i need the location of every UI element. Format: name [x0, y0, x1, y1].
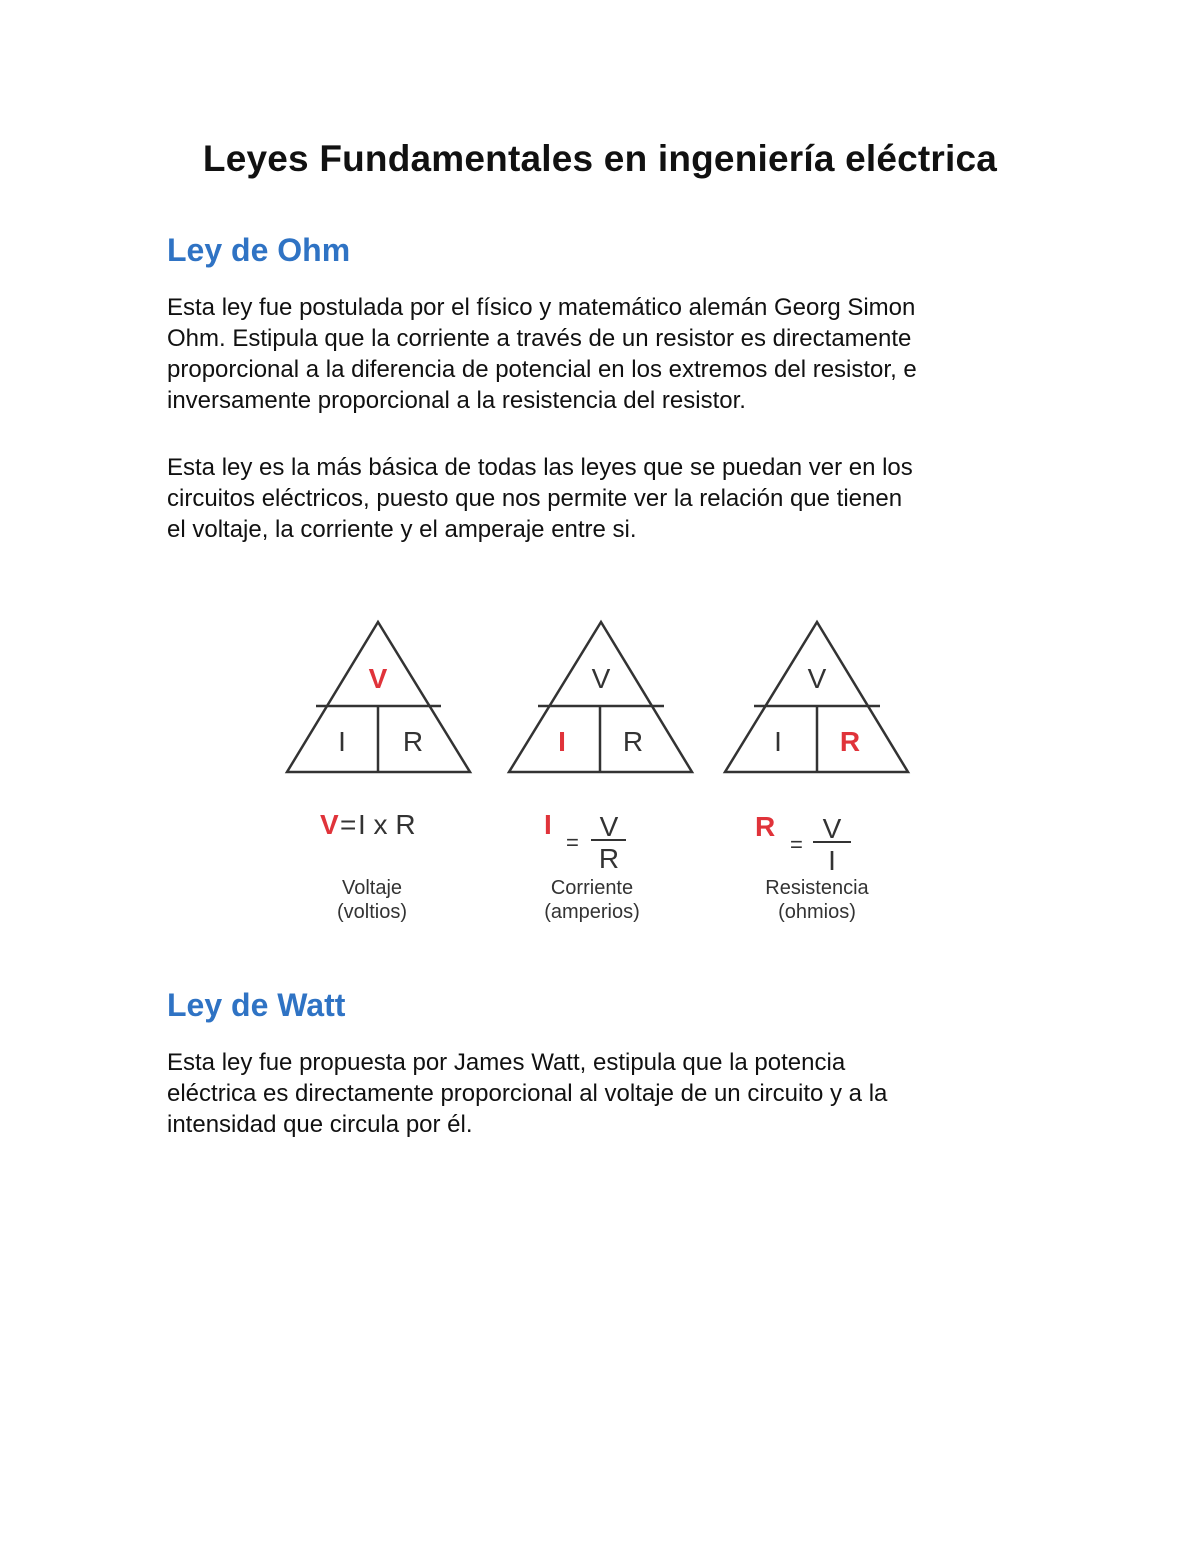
triangle-top-label: V — [591, 663, 611, 694]
section-heading-ohm: Ley de Ohm — [167, 232, 351, 268]
ohm-triangle-current — [509, 622, 692, 923]
triangle-left-label: I — [558, 726, 566, 757]
triangle-caption: Corriente — [550, 877, 634, 899]
formula-lhs: V — [320, 809, 339, 840]
page-title: Leyes Fundamentales en ingeniería eléctrica — [202, 138, 998, 179]
triangle-top-label: V — [368, 663, 388, 694]
triangle-right-label: R — [622, 726, 644, 757]
triangle-left-label: I — [774, 726, 782, 757]
ohm-triangles-svg — [280, 612, 920, 932]
triangle-unit: (ohmios) — [778, 901, 856, 923]
triangle-right-label: R — [839, 726, 861, 757]
ohm-triangle-voltage — [287, 622, 470, 923]
watt-paragraph-1: Esta ley fue propuesta por James Watt, estipula que la potencia eléctrica es directamente proporcional al voltaje de un circuito y a la intensidad que circula por él. — [167, 1049, 888, 1138]
ohm-paragraph-2: Esta ley es la más básica de todas las leyes que se puedan ver en los circuitos eléctricos, puesto que nos permite ver la relación que tienen el voltaje, la corriente y el amperaje entre si. — [167, 454, 913, 543]
ohm-triangles-figure — [280, 612, 920, 932]
section-heading-watt: Ley de Watt — [167, 987, 346, 1023]
ohm-triangle-resistance — [725, 622, 908, 923]
formula-denominator: R — [598, 843, 620, 874]
formula-rhs: I x R — [358, 809, 416, 840]
triangle-top-label: V — [807, 663, 827, 694]
triangle-left-label: I — [338, 726, 346, 757]
formula-lhs: I — [544, 809, 552, 840]
formula-numerator: V — [822, 813, 842, 844]
formula-lhs: R — [755, 811, 776, 842]
triangle-caption: Voltaje — [341, 877, 403, 899]
triangle-unit: (voltios) — [336, 901, 408, 923]
triangle-caption: Resistencia — [765, 877, 869, 899]
formula-equals: = — [566, 830, 579, 855]
ohm-paragraph-1: Esta ley fue postulada por el físico y matemático alemán Georg Simon Ohm. Estipula que la corriente a través de un resistor es directamente proporcional a la diferencia de potencial en los extremos del resistor, e inversamente proporcional a la resistencia del resistor. — [167, 294, 917, 414]
formula-denominator: I — [828, 845, 836, 876]
formula-numerator: V — [599, 811, 619, 842]
formula-equals: = — [790, 832, 803, 857]
triangle-unit: (amperios) — [544, 901, 640, 923]
triangle-right-label: R — [402, 726, 424, 757]
formula-equals: = — [340, 809, 357, 840]
